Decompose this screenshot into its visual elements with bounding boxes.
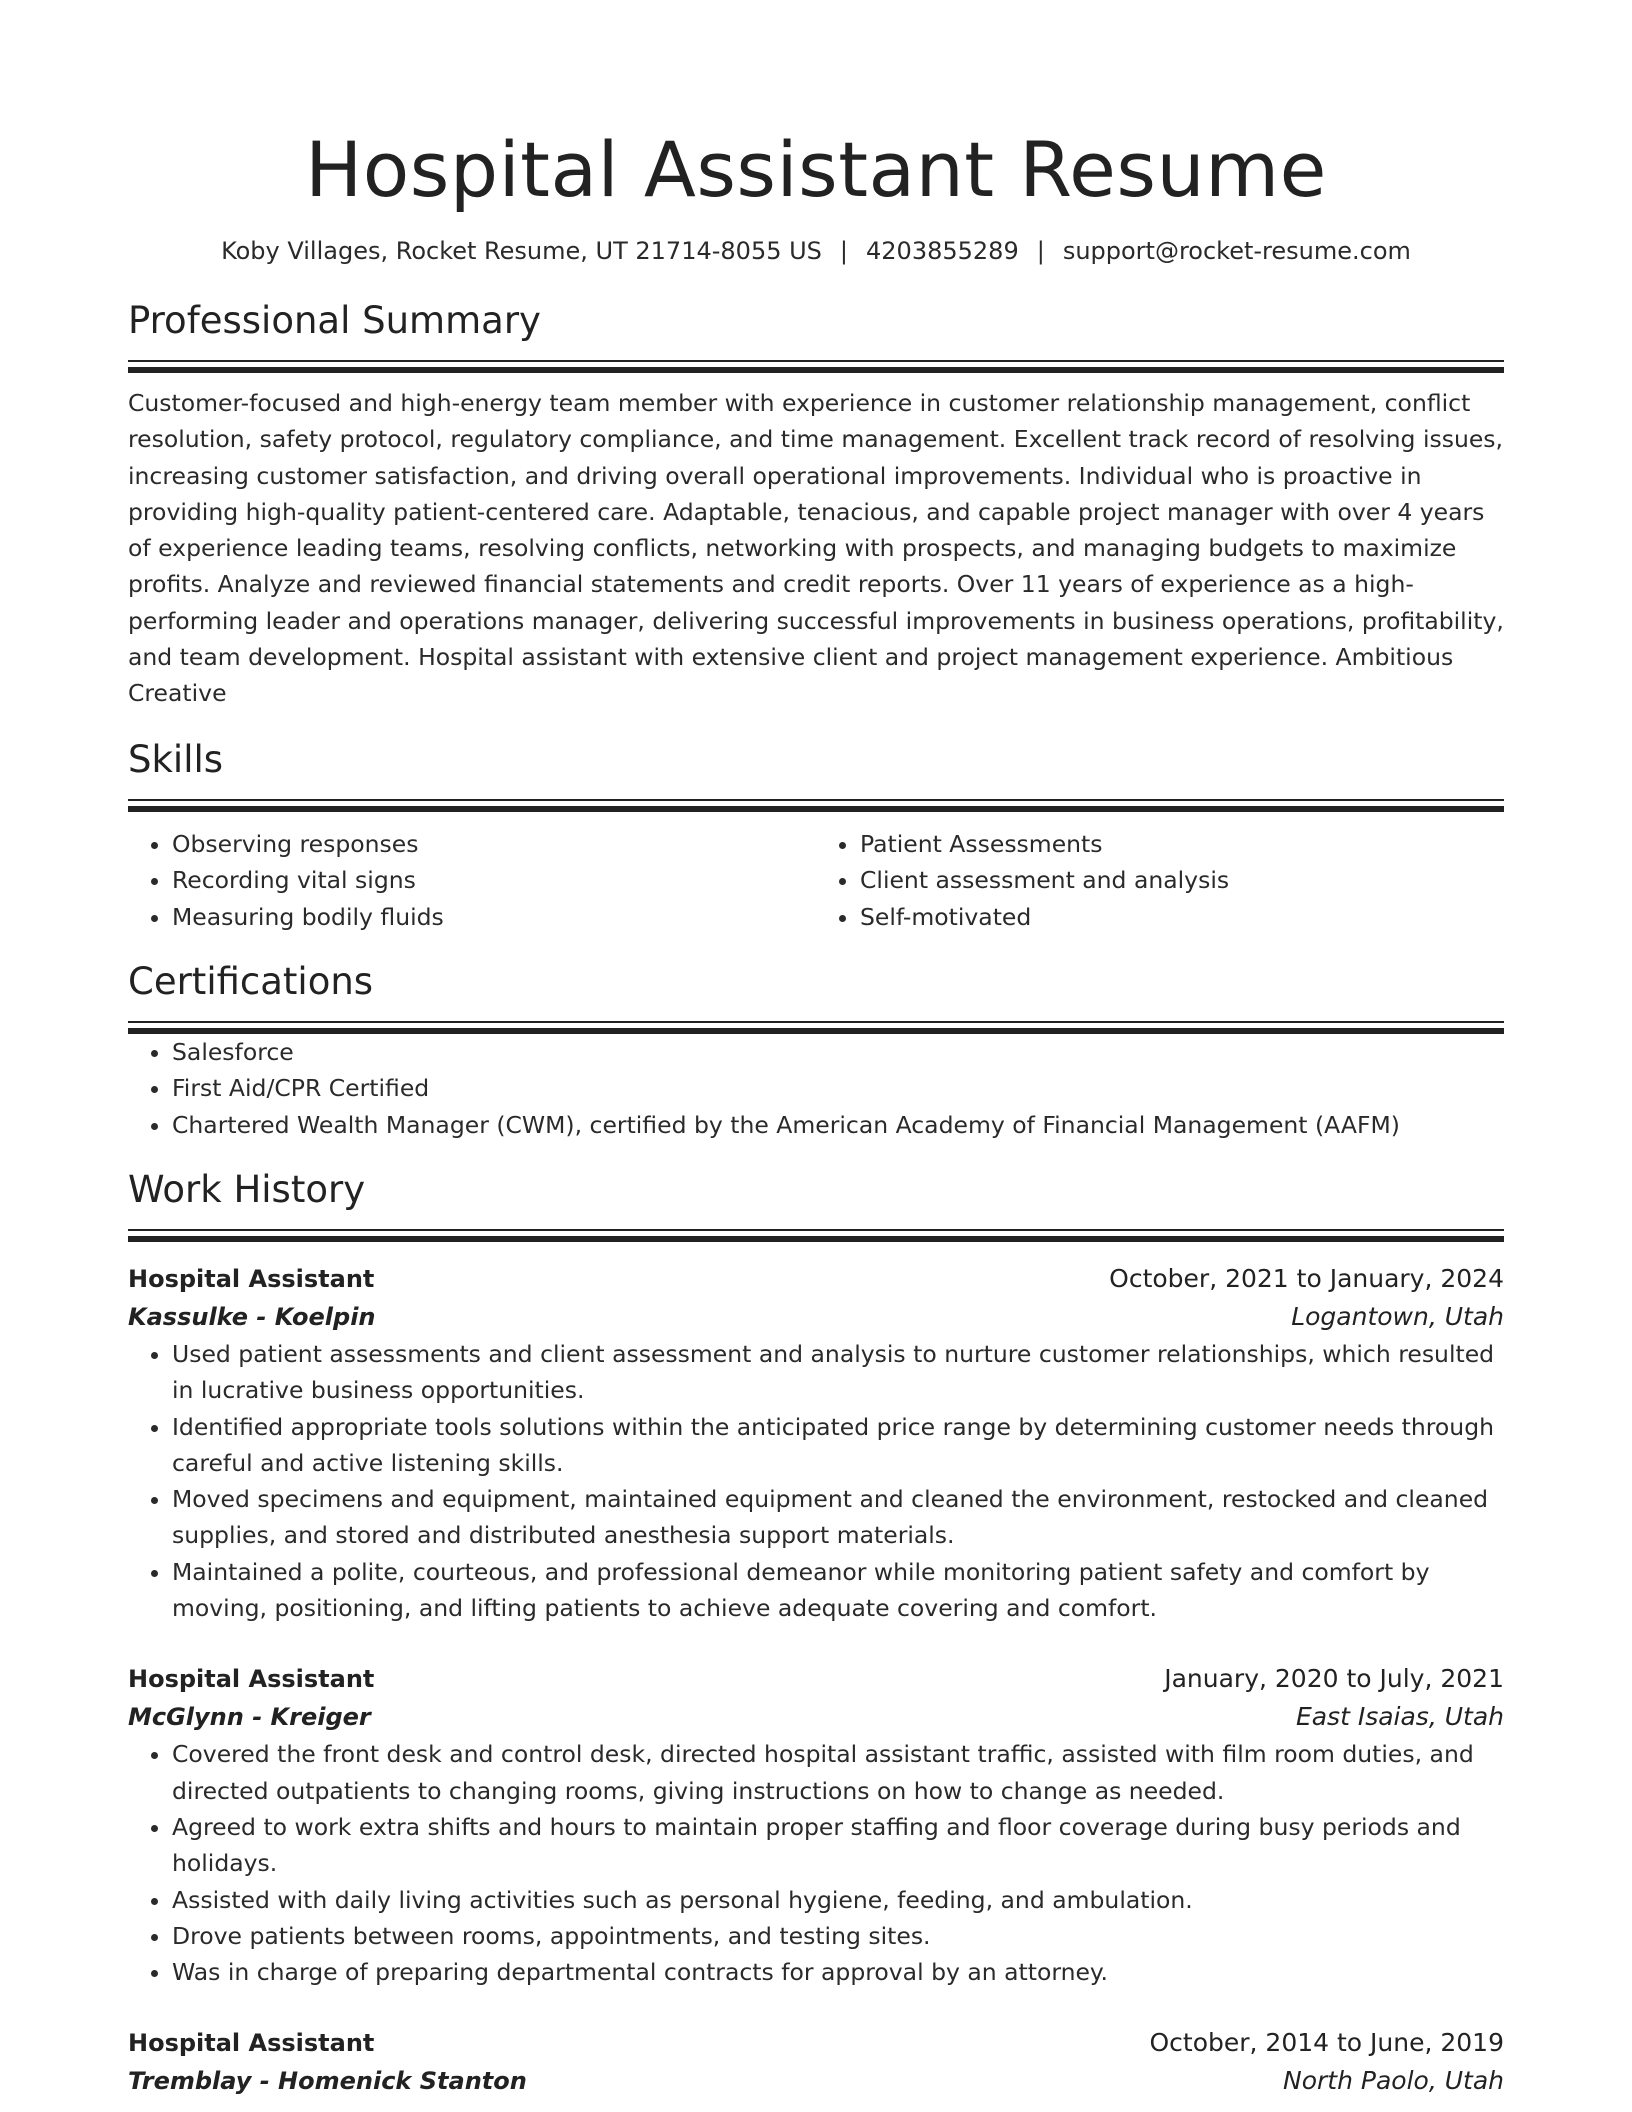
job-bullet: • Maintained a polite, courteous, and professional demeanor while monitoring patient safety and comfort by moving, positioning, and lifting patients to achieve adequate covering and comfort.: [172, 1554, 1504, 1627]
skills-section: [128, 735, 1504, 935]
skills-list: [816, 826, 1504, 935]
job-bullet: • Moved specimens and equipment, maintained equipment and cleaned the environment, restocked and cleaned supplies, and stored and distributed anesthesia support materials.: [172, 1481, 1504, 1554]
skill-item: • Recording vital signs: [172, 862, 816, 898]
contact-separator: |: [839, 237, 849, 265]
certifications-list: [128, 1034, 1504, 1143]
job-header-row: [128, 1660, 1504, 1698]
contact-separator: |: [1036, 237, 1045, 265]
resume-title: Hospital Assistant Resume: [305, 125, 1327, 214]
skills-grid: [128, 826, 1504, 935]
certifications-section: [128, 957, 1504, 1143]
job-company: Tremblay - Homenick Stanton: [128, 2067, 527, 2096]
skill-item: • Observing responses: [172, 826, 816, 862]
section-heading: Skills: [128, 738, 224, 782]
job-company-row: [128, 2062, 1504, 2100]
contact-line: [128, 234, 1504, 268]
job-entry: [128, 1660, 1504, 1990]
skill-item: • Patient Assessments: [860, 826, 1504, 862]
section-divider: [128, 799, 1504, 812]
certification-item: • Chartered Wealth Manager (CWM), certified by the American Academy of Financial Management (AAFM): [172, 1107, 1504, 1143]
certification-item: • Salesforce: [172, 1034, 1504, 1070]
professional-summary-section: [128, 296, 1504, 712]
section-heading: Certifications: [128, 960, 374, 1004]
job-company: McGlynn - Kreiger: [128, 1703, 371, 1732]
work-history-section: [128, 1165, 1504, 2100]
job-location: Logantown, Utah: [1291, 1301, 1504, 1331]
job-dates: January, 2020 to July, 2021: [1164, 1664, 1504, 1694]
section-heading: Professional Summary: [128, 299, 541, 342]
job-entry: [128, 1260, 1504, 1626]
section-heading: Work History: [128, 1167, 366, 1211]
job-bullet: • Was in charge of preparing departmental contracts for approval by an attorney.: [172, 1954, 1504, 1990]
job-dates: October, 2021 to January, 2024: [1109, 1263, 1504, 1293]
section-divider: [128, 1021, 1504, 1034]
job-title: Hospital Assistant: [128, 1264, 375, 1293]
skills-column-right: [816, 826, 1504, 935]
skill-item: • Client assessment and analysis: [860, 862, 1504, 898]
contact-phone: 4203855289: [866, 237, 1019, 265]
job-location: East Isaias, Utah: [1295, 1702, 1504, 1732]
job-header-row: [128, 2024, 1504, 2062]
job-title: Hospital Assistant: [128, 1665, 375, 1694]
certification-item: • First Aid/CPR Certified: [172, 1070, 1504, 1106]
job-location: North Paolo, Utah: [1283, 2066, 1504, 2096]
summary-text: Customer-focused and high-energy team member with experience in customer relationship management, conflict resolution, safety protocol, regulatory compliance, and time management. Excellent track record of resolving issues, increasing customer satisfaction, and driving overall operational improvements. Individual who is proactive in providing high-quality patient-centered care. Adaptable, tenacious, and capable project manager with over 4 years of experience leading teams, resolving conflicts, networking with prospects, and managing budgets to maximize profits. Analyze and reviewed financial statements and credit reports. Over 11 years of experience as a high-performing leader and operations manager, delivering successful improvements in business operations, profitability, and team development. Hospital assistant with extensive client and project management experience. Ambitious Creative: [128, 389, 1504, 708]
skill-item: • Measuring bodily fluids: [172, 899, 816, 935]
job-bullet: • Used patient assessments and client assessment and analysis to nurture customer relationships, which resulted in lucrative business opportunities.: [172, 1336, 1504, 1409]
job-bullet: • Identified appropriate tools solutions within the anticipated price range by determining customer needs through careful and active listening skills.: [172, 1409, 1504, 1482]
job-bullet: • Agreed to work extra shifts and hours to maintain proper staffing and floor coverage during busy periods and holidays.: [172, 1809, 1504, 1882]
skill-item: • Self-motivated: [860, 899, 1504, 935]
skills-list: [128, 826, 816, 935]
job-bullet: • Assisted with daily living activities such as personal hygiene, feeding, and ambulation.: [172, 1882, 1504, 1918]
job-header-row: [128, 1260, 1504, 1298]
section-divider: [128, 360, 1504, 373]
job-company: Kassulke - Koelpin: [128, 1302, 376, 1331]
job-bullets: [128, 1336, 1504, 1626]
skills-column-left: [128, 826, 816, 935]
contact-address: Koby Villages, Rocket Resume, UT 21714-8055 US: [221, 237, 822, 265]
job-company-row: [128, 1698, 1504, 1736]
job-entry: [128, 2024, 1504, 2100]
job-dates: October, 2014 to June, 2019: [1149, 2028, 1504, 2058]
contact-email: support@rocket-resume.com: [1062, 237, 1411, 265]
job-title: Hospital Assistant: [128, 2029, 375, 2058]
job-bullet: • Drove patients between rooms, appointments, and testing sites.: [172, 1918, 1504, 1954]
job-bullets: [128, 1736, 1504, 1990]
job-bullet: • Covered the front desk and control desk, directed hospital assistant traffic, assisted with film room duties, and directed outpatients to changing rooms, giving instructions on how to change as needed.: [172, 1736, 1504, 1809]
job-company-row: [128, 1298, 1504, 1336]
section-divider: [128, 1229, 1504, 1242]
